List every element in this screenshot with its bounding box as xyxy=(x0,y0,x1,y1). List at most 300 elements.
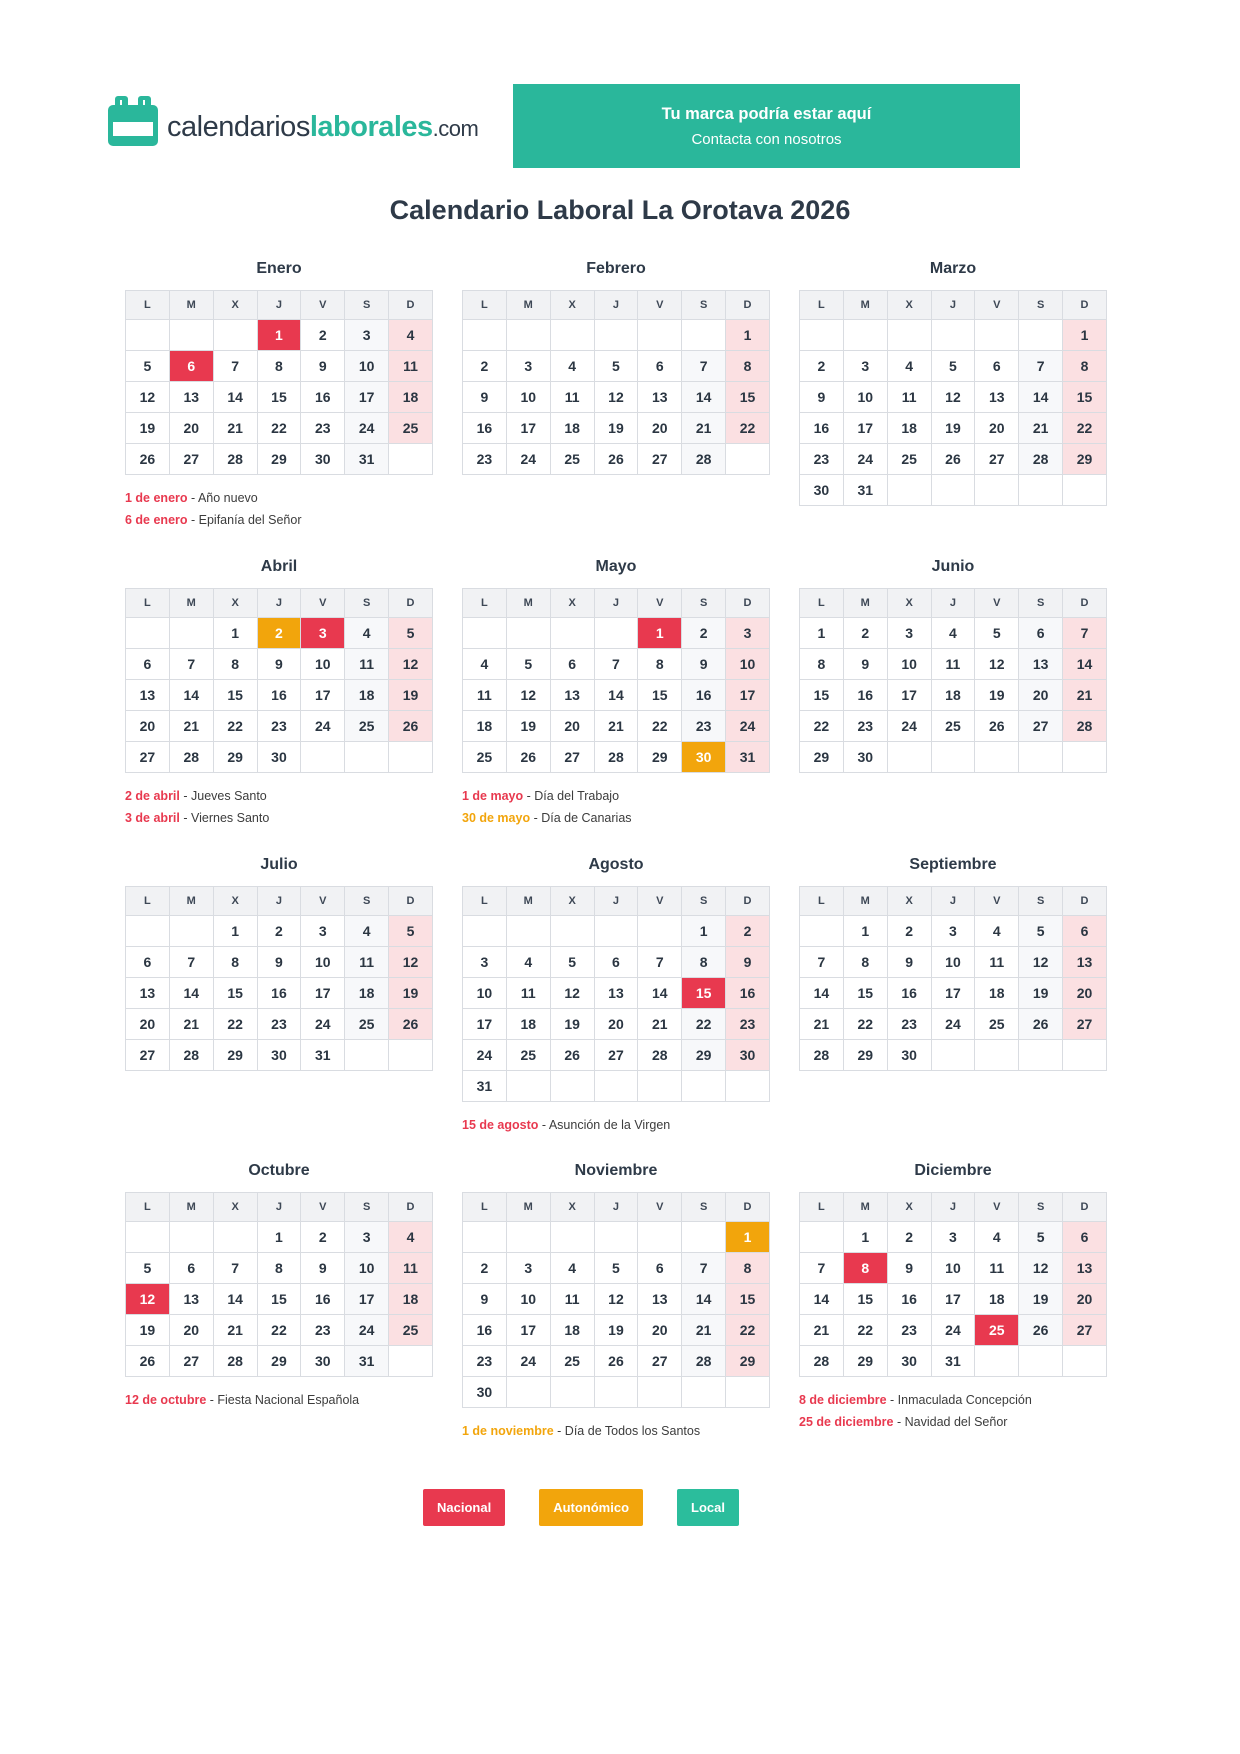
day-cell: 14 xyxy=(800,1284,844,1315)
day-cell: 2 xyxy=(257,915,301,946)
page-title: Calendario Laboral La Orotava 2026 xyxy=(389,195,851,225)
day-cell: 14 xyxy=(213,382,257,413)
holiday-day-cell: 30 xyxy=(682,741,726,772)
day-cell: 8 xyxy=(638,648,682,679)
day-cell: 8 xyxy=(213,648,257,679)
day-cell: 23 xyxy=(887,1008,931,1039)
holiday-notes xyxy=(799,1390,1107,1434)
day-cell: 21 xyxy=(213,413,257,444)
month-title: Abril xyxy=(260,557,298,575)
day-cell: 19 xyxy=(1019,977,1063,1008)
day-cell: 15 xyxy=(726,1284,770,1315)
day-cell: 15 xyxy=(213,679,257,710)
holiday-day-cell: 25 xyxy=(975,1315,1019,1346)
day-cell: 28 xyxy=(594,741,638,772)
day-cell: 12 xyxy=(389,648,433,679)
day-cell: 28 xyxy=(169,741,213,772)
empty-cell xyxy=(975,1039,1019,1070)
day-cell: 1 xyxy=(213,617,257,648)
empty-cell xyxy=(213,320,257,351)
month-diciembre xyxy=(799,1162,1107,1434)
empty-cell xyxy=(389,1346,433,1377)
empty-cell xyxy=(345,1039,389,1070)
day-cell: 25 xyxy=(389,413,433,444)
day-cell: 3 xyxy=(463,946,507,977)
day-cell: 9 xyxy=(800,382,844,413)
day-cell: 22 xyxy=(257,1315,301,1346)
day-cell: 5 xyxy=(389,915,433,946)
day-header-row xyxy=(800,886,1107,915)
day-cell: 8 xyxy=(726,351,770,382)
week-row xyxy=(463,1377,770,1408)
day-cell: 4 xyxy=(345,617,389,648)
day-cell: 12 xyxy=(594,382,638,413)
day-cell: 16 xyxy=(301,382,345,413)
day-cell: 14 xyxy=(682,382,726,413)
day-cell: 11 xyxy=(887,382,931,413)
month-title: Enero xyxy=(256,260,302,277)
day-cell: 22 xyxy=(213,710,257,741)
day-cell: 2 xyxy=(843,617,887,648)
month-agosto xyxy=(462,856,770,1137)
week-row xyxy=(463,617,770,648)
day-cell: 25 xyxy=(550,444,594,475)
day-cell: 8 xyxy=(257,351,301,382)
day-cell: 24 xyxy=(931,1008,975,1039)
week-row xyxy=(126,1222,433,1253)
day-cell: 18 xyxy=(975,977,1019,1008)
day-cell: 10 xyxy=(463,977,507,1008)
week-row xyxy=(126,741,433,772)
empty-cell xyxy=(594,915,638,946)
holiday-name: - Año nuevo xyxy=(187,491,258,505)
holiday-day-cell: 15 xyxy=(682,977,726,1008)
day-header: L xyxy=(463,1193,507,1222)
day-cell: 9 xyxy=(682,648,726,679)
day-cell: 8 xyxy=(257,1253,301,1284)
month-enero xyxy=(125,260,433,532)
day-cell: 18 xyxy=(463,710,507,741)
empty-cell xyxy=(1019,320,1063,351)
month-febrero xyxy=(462,260,770,475)
day-cell: 23 xyxy=(301,1315,345,1346)
empty-cell xyxy=(506,617,550,648)
month-grid xyxy=(125,886,433,1071)
day-cell: 20 xyxy=(169,413,213,444)
week-row xyxy=(800,1253,1107,1284)
month-title: Julio xyxy=(260,855,298,873)
empty-cell xyxy=(169,617,213,648)
empty-cell xyxy=(975,741,1019,772)
day-header: S xyxy=(1019,1193,1063,1222)
day-cell: 26 xyxy=(931,444,975,475)
day-cell: 25 xyxy=(345,1008,389,1039)
day-cell: 26 xyxy=(389,710,433,741)
day-header: L xyxy=(126,886,170,915)
day-cell: 7 xyxy=(682,351,726,382)
day-cell: 12 xyxy=(389,946,433,977)
week-row xyxy=(126,648,433,679)
day-header: L xyxy=(126,291,170,320)
day-cell: 1 xyxy=(800,617,844,648)
day-header-row xyxy=(126,1193,433,1222)
day-header: M xyxy=(506,588,550,617)
day-cell: 15 xyxy=(843,1284,887,1315)
empty-cell xyxy=(975,475,1019,506)
empty-cell xyxy=(887,475,931,506)
day-cell: 5 xyxy=(931,351,975,382)
day-cell: 23 xyxy=(463,444,507,475)
day-cell: 29 xyxy=(682,1039,726,1070)
day-cell: 28 xyxy=(1019,444,1063,475)
month-grid xyxy=(462,886,770,1102)
day-cell: 25 xyxy=(345,710,389,741)
day-header: J xyxy=(931,291,975,320)
day-cell: 8 xyxy=(1063,351,1107,382)
week-row xyxy=(463,444,770,475)
day-header: L xyxy=(800,588,844,617)
empty-cell xyxy=(550,1377,594,1408)
week-row xyxy=(126,1315,433,1346)
day-cell: 23 xyxy=(726,1008,770,1039)
empty-cell xyxy=(682,1070,726,1101)
day-cell: 27 xyxy=(638,444,682,475)
day-cell: 1 xyxy=(726,320,770,351)
day-cell: 4 xyxy=(550,351,594,382)
ad-banner-contact-link[interactable]: Contacta con nosotros xyxy=(691,130,842,148)
day-cell: 11 xyxy=(463,679,507,710)
day-cell: 16 xyxy=(301,1284,345,1315)
month-title: Febrero xyxy=(586,260,646,277)
day-cell: 2 xyxy=(463,351,507,382)
day-cell: 14 xyxy=(169,977,213,1008)
day-cell: 18 xyxy=(550,413,594,444)
week-row xyxy=(463,1222,770,1253)
day-cell: 23 xyxy=(887,1315,931,1346)
day-cell: 7 xyxy=(213,351,257,382)
day-cell: 13 xyxy=(1019,648,1063,679)
day-cell: 3 xyxy=(931,915,975,946)
month-grid xyxy=(462,588,770,773)
day-cell: 13 xyxy=(638,382,682,413)
day-cell: 8 xyxy=(213,946,257,977)
day-cell: 24 xyxy=(301,710,345,741)
site-logo[interactable] xyxy=(108,96,478,146)
day-cell: 22 xyxy=(843,1315,887,1346)
day-cell: 16 xyxy=(726,977,770,1008)
day-header: D xyxy=(1063,588,1107,617)
day-header: X xyxy=(550,291,594,320)
day-cell: 1 xyxy=(843,1222,887,1253)
day-header: M xyxy=(843,886,887,915)
week-row xyxy=(800,1222,1107,1253)
day-header: M xyxy=(843,291,887,320)
day-cell: 6 xyxy=(1063,1222,1107,1253)
empty-cell xyxy=(594,1377,638,1408)
day-cell: 31 xyxy=(345,444,389,475)
day-header-row xyxy=(463,588,770,617)
holiday-date-label: 1 de noviembre xyxy=(462,1424,554,1439)
day-cell: 3 xyxy=(301,915,345,946)
empty-cell xyxy=(931,741,975,772)
day-header: L xyxy=(463,588,507,617)
day-cell: 8 xyxy=(843,946,887,977)
day-cell: 24 xyxy=(843,444,887,475)
day-cell: 6 xyxy=(550,648,594,679)
day-cell: 11 xyxy=(345,946,389,977)
day-cell: 10 xyxy=(726,648,770,679)
day-cell: 11 xyxy=(975,1253,1019,1284)
week-row xyxy=(126,382,433,413)
day-cell: 16 xyxy=(887,1284,931,1315)
day-header: J xyxy=(931,886,975,915)
day-header: V xyxy=(301,291,345,320)
empty-cell xyxy=(682,1222,726,1253)
day-cell: 19 xyxy=(389,977,433,1008)
day-cell: 13 xyxy=(975,382,1019,413)
day-header: J xyxy=(257,1193,301,1222)
empty-cell xyxy=(594,320,638,351)
week-row xyxy=(463,679,770,710)
logo-bold: laborales xyxy=(309,111,433,143)
day-header: D xyxy=(389,291,433,320)
day-cell: 6 xyxy=(126,946,170,977)
day-header: L xyxy=(126,588,170,617)
day-cell: 30 xyxy=(257,741,301,772)
day-cell: 20 xyxy=(126,1008,170,1039)
day-cell: 5 xyxy=(126,351,170,382)
week-row xyxy=(126,1284,433,1315)
day-cell: 24 xyxy=(887,710,931,741)
day-header: J xyxy=(931,588,975,617)
holiday-date-label: 8 de diciembre xyxy=(799,1393,887,1408)
holiday-note xyxy=(462,1421,770,1443)
ad-banner-headline: Tu marca podría estar aquí xyxy=(661,104,872,123)
ad-banner[interactable] xyxy=(513,84,1020,168)
holiday-day-cell: 3 xyxy=(301,617,345,648)
day-cell: 10 xyxy=(301,946,345,977)
day-cell: 12 xyxy=(126,382,170,413)
empty-cell xyxy=(975,320,1019,351)
day-cell: 14 xyxy=(682,1284,726,1315)
day-cell: 26 xyxy=(1019,1315,1063,1346)
holiday-type-legend xyxy=(423,1489,1240,1526)
day-header: X xyxy=(550,1193,594,1222)
holiday-notes xyxy=(125,488,433,532)
holiday-note xyxy=(462,1115,770,1137)
week-row xyxy=(800,679,1107,710)
day-cell: 26 xyxy=(506,741,550,772)
empty-cell xyxy=(169,1222,213,1253)
month-grid xyxy=(125,1192,433,1377)
day-cell: 13 xyxy=(126,977,170,1008)
site-logo-text xyxy=(167,113,478,146)
holiday-note xyxy=(125,488,433,510)
empty-cell xyxy=(1063,1039,1107,1070)
day-cell: 27 xyxy=(638,1346,682,1377)
day-header-row xyxy=(126,291,433,320)
legend-autonomic-button[interactable]: Autonómico xyxy=(539,1489,643,1526)
day-cell: 11 xyxy=(550,382,594,413)
day-cell: 19 xyxy=(506,710,550,741)
empty-cell xyxy=(345,741,389,772)
week-row xyxy=(800,475,1107,506)
day-cell: 9 xyxy=(301,351,345,382)
day-cell: 11 xyxy=(931,648,975,679)
day-header: D xyxy=(726,886,770,915)
day-cell: 1 xyxy=(682,915,726,946)
empty-cell xyxy=(389,444,433,475)
day-header: J xyxy=(594,588,638,617)
day-cell: 17 xyxy=(887,679,931,710)
day-cell: 14 xyxy=(213,1284,257,1315)
day-cell: 26 xyxy=(975,710,1019,741)
day-header-row xyxy=(800,1193,1107,1222)
day-cell: 9 xyxy=(887,946,931,977)
day-cell: 3 xyxy=(506,351,550,382)
day-header: J xyxy=(257,886,301,915)
day-cell: 8 xyxy=(682,946,726,977)
day-cell: 11 xyxy=(550,1284,594,1315)
day-cell: 20 xyxy=(550,710,594,741)
day-cell: 6 xyxy=(1019,617,1063,648)
legend-local-button[interactable]: Local xyxy=(677,1489,739,1526)
holiday-date-label: 6 de enero xyxy=(125,512,188,527)
day-cell: 9 xyxy=(257,648,301,679)
day-header: J xyxy=(594,886,638,915)
month-title: Diciembre xyxy=(914,1162,992,1180)
day-cell: 20 xyxy=(126,710,170,741)
day-cell: 2 xyxy=(682,617,726,648)
day-cell: 23 xyxy=(301,413,345,444)
day-cell: 28 xyxy=(213,444,257,475)
holiday-note xyxy=(125,808,433,830)
day-cell: 6 xyxy=(1063,915,1107,946)
day-cell: 4 xyxy=(550,1253,594,1284)
day-cell: 29 xyxy=(726,1346,770,1377)
day-cell: 20 xyxy=(594,1008,638,1039)
day-cell: 22 xyxy=(257,413,301,444)
holiday-note xyxy=(799,1390,1107,1412)
day-cell: 17 xyxy=(463,1008,507,1039)
day-cell: 25 xyxy=(931,710,975,741)
day-cell: 6 xyxy=(594,946,638,977)
day-cell: 28 xyxy=(682,444,726,475)
day-cell: 18 xyxy=(345,977,389,1008)
week-row xyxy=(126,351,433,382)
empty-cell xyxy=(126,320,170,351)
day-cell: 5 xyxy=(1019,915,1063,946)
day-header: V xyxy=(638,886,682,915)
empty-cell xyxy=(506,1070,550,1101)
day-cell: 21 xyxy=(169,1008,213,1039)
day-cell: 10 xyxy=(301,648,345,679)
empty-cell xyxy=(843,320,887,351)
day-cell: 18 xyxy=(550,1315,594,1346)
day-cell: 29 xyxy=(257,444,301,475)
empty-cell xyxy=(1063,741,1107,772)
day-header: D xyxy=(389,886,433,915)
day-header: X xyxy=(550,588,594,617)
day-cell: 5 xyxy=(594,351,638,382)
day-header: X xyxy=(887,886,931,915)
day-cell: 28 xyxy=(638,1039,682,1070)
empty-cell xyxy=(1019,741,1063,772)
day-cell: 30 xyxy=(301,1346,345,1377)
month-title: Marzo xyxy=(929,260,977,277)
month-junio xyxy=(799,558,1107,773)
empty-cell xyxy=(887,320,931,351)
day-cell: 17 xyxy=(506,1315,550,1346)
day-cell: 16 xyxy=(463,413,507,444)
month-grid xyxy=(799,588,1107,773)
day-cell: 17 xyxy=(345,382,389,413)
day-header: D xyxy=(1063,291,1107,320)
month-grid xyxy=(799,886,1107,1071)
day-header: V xyxy=(975,1193,1019,1222)
day-cell: 6 xyxy=(126,648,170,679)
day-cell: 26 xyxy=(594,444,638,475)
day-cell: 21 xyxy=(682,1315,726,1346)
empty-cell xyxy=(126,915,170,946)
day-cell: 11 xyxy=(389,351,433,382)
week-row xyxy=(800,444,1107,475)
day-cell: 18 xyxy=(931,679,975,710)
month-mayo xyxy=(462,558,770,830)
day-cell: 11 xyxy=(345,648,389,679)
week-row xyxy=(463,413,770,444)
day-cell: 13 xyxy=(1063,946,1107,977)
day-cell: 3 xyxy=(345,320,389,351)
month-grid xyxy=(125,290,433,475)
day-cell: 13 xyxy=(550,679,594,710)
day-cell: 17 xyxy=(931,977,975,1008)
empty-cell xyxy=(1019,1039,1063,1070)
empty-cell xyxy=(594,1222,638,1253)
week-row xyxy=(463,1284,770,1315)
day-cell: 12 xyxy=(550,977,594,1008)
week-row xyxy=(126,977,433,1008)
day-header: V xyxy=(638,1193,682,1222)
month-septiembre xyxy=(799,856,1107,1071)
empty-cell xyxy=(800,1222,844,1253)
day-cell: 21 xyxy=(800,1315,844,1346)
day-cell: 15 xyxy=(257,382,301,413)
day-cell: 27 xyxy=(1063,1008,1107,1039)
day-cell: 18 xyxy=(389,1284,433,1315)
holiday-date-label: 2 de abril xyxy=(125,788,180,803)
day-header: D xyxy=(389,588,433,617)
day-cell: 7 xyxy=(169,648,213,679)
day-header: M xyxy=(843,588,887,617)
day-header-row xyxy=(463,1193,770,1222)
month-grid xyxy=(462,1192,770,1408)
month-grid xyxy=(125,588,433,773)
holiday-notes xyxy=(462,786,770,830)
empty-cell xyxy=(213,1222,257,1253)
day-cell: 26 xyxy=(389,1008,433,1039)
day-cell: 13 xyxy=(594,977,638,1008)
day-header: S xyxy=(345,291,389,320)
day-cell: 2 xyxy=(463,1253,507,1284)
day-cell: 2 xyxy=(887,1222,931,1253)
legend-national-button[interactable]: Nacional xyxy=(423,1489,505,1526)
day-cell: 24 xyxy=(506,444,550,475)
day-cell: 4 xyxy=(887,351,931,382)
logo-suffix: .com xyxy=(432,116,479,141)
empty-cell xyxy=(550,617,594,648)
day-cell: 31 xyxy=(726,741,770,772)
